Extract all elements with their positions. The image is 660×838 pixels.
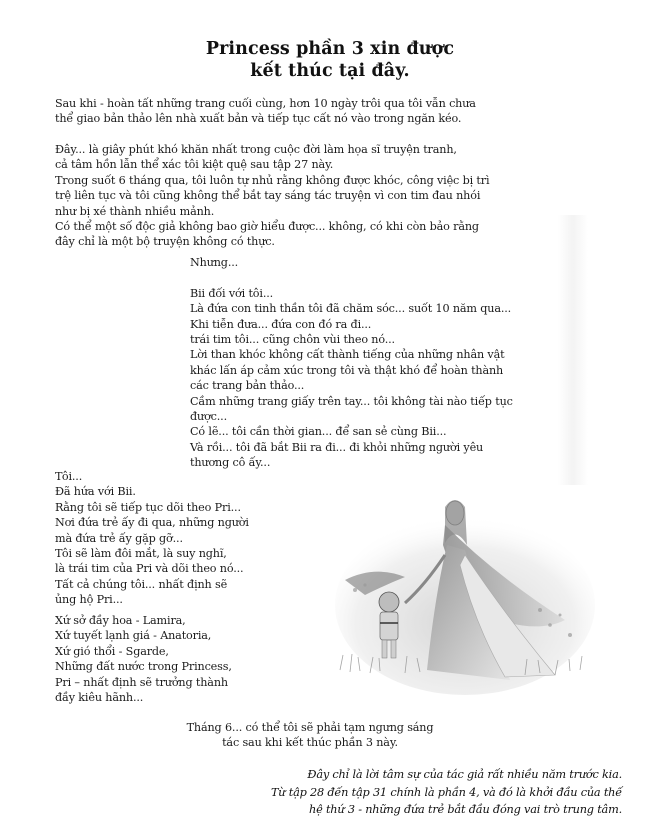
kingdoms-poem (55, 613, 232, 705)
decorative-shade-strip (558, 215, 588, 485)
text-line: Đây... là giây phút khó khăn nhất trong cuộc đời làm họa sĩ truyện tranh, (55, 143, 457, 156)
text-line: thương cô ấy... (190, 456, 271, 470)
text-line: Đã hứa với Bii. (55, 485, 136, 499)
text-line: Là đứa con tinh thần tôi đã chăm sóc... suốt 10 năm qua... (190, 302, 512, 316)
text-line: hệ thứ 3 - những đứa trẻ bắt đầu đóng vai trò trung tâm. (309, 803, 622, 816)
text-line: trái tim tôi... cũng chôn vùi theo nó... (190, 332, 395, 346)
translator-footnote (271, 766, 622, 819)
text-line: Và rồi... tôi đã bắt Bii ra đi... đi khỏi những người yêu (190, 440, 484, 454)
page-title (0, 38, 660, 82)
text-line: ủng hộ Pri... (55, 593, 123, 607)
text-line: Tất cả chúng tôi... nhất định sẽ (55, 577, 228, 591)
text-line: thể giao bản thảo lên nhà xuất bản và tiếp tục cất nó vào trong ngăn kéo. (55, 112, 462, 126)
text-line: Đây chỉ là lời tâm sự của tác giả rất nhiều năm trước kia. (307, 768, 622, 781)
text-line: Xứ gió thổi - Sgarde, (55, 644, 169, 658)
text-line: Lời than khóc không cất thành tiếng của những nhân vật (190, 348, 505, 362)
text-line: Những đất nước trong Princess, (55, 660, 232, 674)
text-line: Sau khi - hoàn tất những trang cuối cùng, hơn 10 ngày trôi qua tôi vẫn chưa (55, 97, 476, 110)
text-line: Tôi sẽ làm đôi mắt, là suy nghĩ, (55, 546, 227, 560)
text-line: là trái tim của Pri và dõi theo nó... (55, 562, 244, 576)
text-line: Có lẽ... tôi cần thời gian... để san sẻ cùng Bii... (190, 425, 447, 439)
text-line: Nhưng... (190, 256, 239, 269)
text-line: đây chỉ là một bộ truyện không có thực. (55, 235, 275, 249)
text-line: Bii đối với tôi... (190, 286, 274, 300)
text-line: Tháng 6... có thể tôi sẽ phải tạm ngưng sáng (186, 721, 434, 734)
intro-paragraph (55, 96, 476, 127)
text-line: Cầm những trang giấy trên tay... tôi không tài nào tiếp tục (190, 394, 513, 408)
text-line: mà đứa trẻ ấy gặp gỡ... (55, 531, 183, 545)
title-line-2: kết thúc tại đây. (250, 61, 410, 81)
text-line: Trong suốt 6 tháng qua, tôi luôn tự nhủ rằng không được khóc, công việc bị trì (55, 173, 490, 187)
text-line: Rằng tôi sẽ tiếp tục dõi theo Pri... (55, 500, 241, 514)
june-note (150, 720, 470, 751)
text-line: trệ liên tục và tôi cũng không thể bắt tay sáng tác truyện vì con tim đau nhói (55, 189, 481, 203)
text-line: đầy kiêu hãnh... (55, 690, 144, 704)
text-line: Khi tiễn đưa... đứa con đó ra đi... (190, 317, 372, 331)
text-line: Xứ tuyết lạnh giá - Anatoria, (55, 629, 212, 643)
text-line: Có thể một số độc giả không bao giờ hiểu được... không, có khi còn bảo rằng (55, 219, 479, 233)
reflection-paragraph (55, 142, 489, 250)
text-line: như bị xé thành nhiều mảnh. (55, 204, 215, 218)
text-line: cả tâm hồn lẫn thể xác tôi kiệt quệ sau tập 27 này. (55, 158, 334, 172)
text-line: tác sau khi kết thúc phần 3 này. (222, 736, 398, 750)
text-line: được... (190, 409, 227, 423)
promise-poem (55, 469, 249, 608)
spacer (190, 270, 513, 285)
text-line: Tôi... (55, 470, 83, 483)
text-line: các trang bản thảo... (190, 379, 305, 393)
text-line: Xứ sở đầy hoa - Lamira, (55, 614, 186, 627)
text-line: khác lấn áp cảm xúc trong tôi và thật khó để hoàn thành (190, 363, 504, 377)
title-line-1: Princess phần 3 xin được (205, 39, 455, 59)
woman-and-child-illustration (335, 485, 595, 695)
text-line: Pri – nhất định sẽ trưởng thành (55, 675, 228, 689)
text-line: Nơi đứa trẻ ấy đi qua, những người (55, 516, 249, 530)
middle-passage (190, 255, 513, 470)
text-line: Từ tập 28 đến tập 31 chính là phần 4, và đó là khởi đầu của thế (270, 785, 622, 799)
